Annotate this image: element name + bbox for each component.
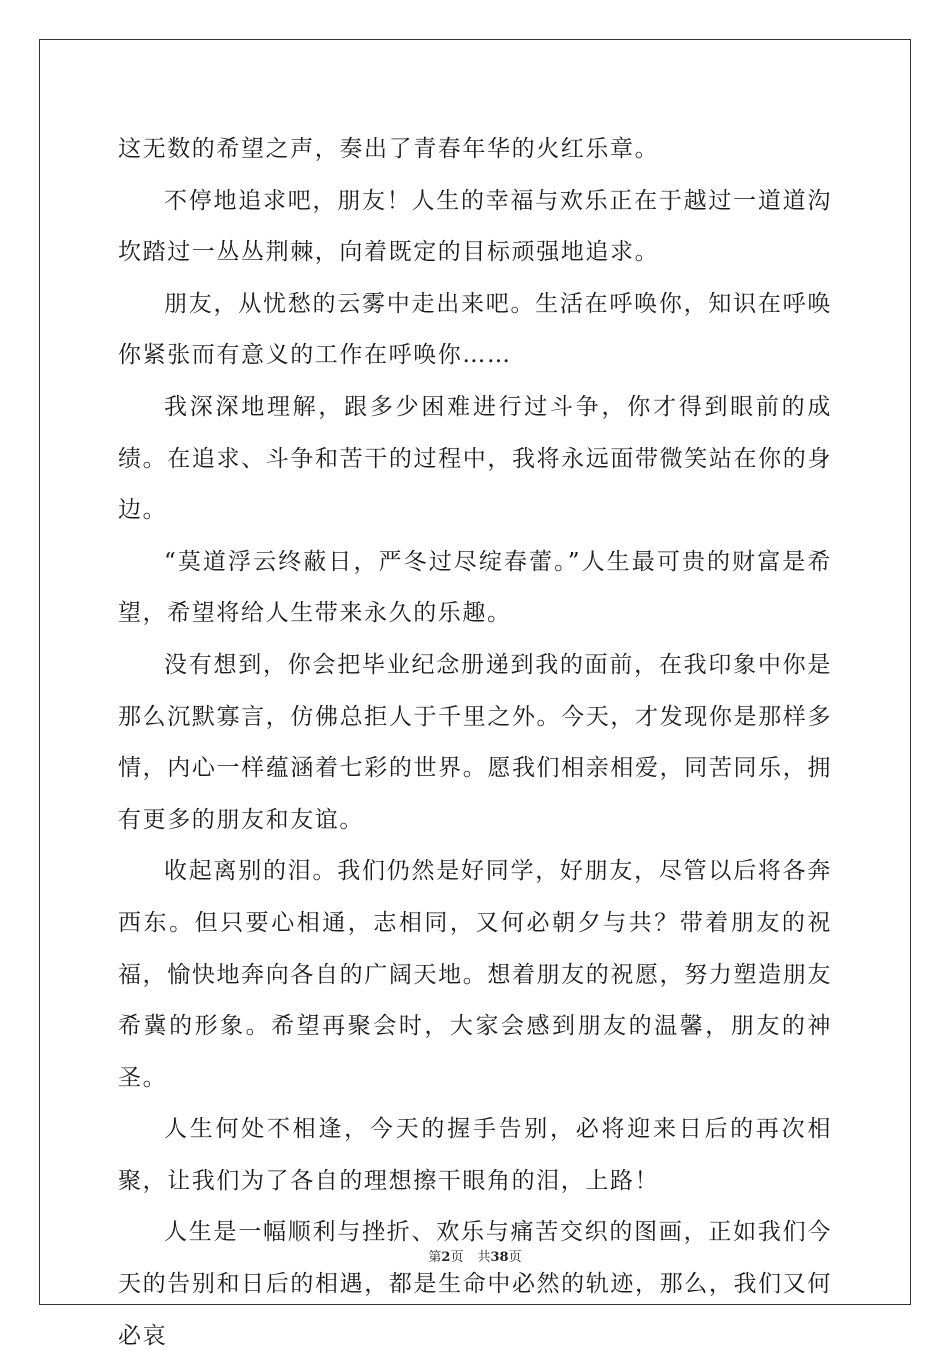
total-label-suffix: 页 <box>508 1250 522 1265</box>
paragraph: 收起离别的泪。我们仍然是好同学，好朋友，尽管以后将各奔西东。但只要心相通，志相同，又何必朝夕与共？带着朋友的祝福，愉快地奔向各自的广阔天地。想着朋友的祝愿，努力塑造朋友希冀的形象。希望再聚会时，大家会感到朋友的温馨，朋友的神圣。 <box>118 858 832 1091</box>
paragraph: 没有想到，你会把毕业纪念册递到我的面前，在我印象中你是那么沉默寡言，仿佛总拒人于千里之外。今天，才发现你是那样多情，内心一样蕴涵着七彩的世界。愿我们相亲相爱，同苦同乐，拥有更多的朋友和友谊。 <box>118 651 832 833</box>
page-footer <box>0 1246 950 1265</box>
paragraph: 不停地追求吧，朋友！人生的幸福与欢乐正在于越过一道道沟坎踏过一丛丛荆棘，向着既定的目标顽强地追求。 <box>118 187 832 266</box>
document-body <box>118 124 832 1362</box>
page-label-suffix: 页 <box>450 1250 464 1265</box>
paragraph: “莫道浮云终蔽日，严冬过尽绽春蕾。”人生最可贵的财富是希望，希望将给人生带来永久的乐趣。 <box>118 548 832 627</box>
page-label-prefix: 第 <box>428 1250 442 1265</box>
paragraph: 人生是一幅顺利与挫折、欢乐与痛苦交织的图画，正如我们今天的告别和日后的相遇，都是生命中必然的轨迹，那么，我们又何必哀 <box>118 1219 832 1349</box>
paragraph: 朋友，从忧愁的云雾中走出来吧。生活在呼唤你，知识在呼唤你紧张而有意义的工作在呼唤你…… <box>118 290 832 369</box>
paragraph: 人生何处不相逢，今天的握手告别，必将迎来日后的再次相聚，让我们为了各自的理想擦干眼角的泪，上路！ <box>118 1116 832 1194</box>
paragraph: 这无数的希望之声，奏出了青春年华的火红乐章。 <box>118 136 660 162</box>
total-label-prefix: 共 <box>477 1250 491 1265</box>
paragraph: 我深深地理解，跟多少困难进行过斗争，你才得到眼前的成绩。在追求、斗争和苦干的过程中，我将永远面带微笑站在你的身边。 <box>118 393 832 524</box>
current-page-number: 2 <box>441 1250 451 1265</box>
total-page-count: 38 <box>490 1250 509 1265</box>
